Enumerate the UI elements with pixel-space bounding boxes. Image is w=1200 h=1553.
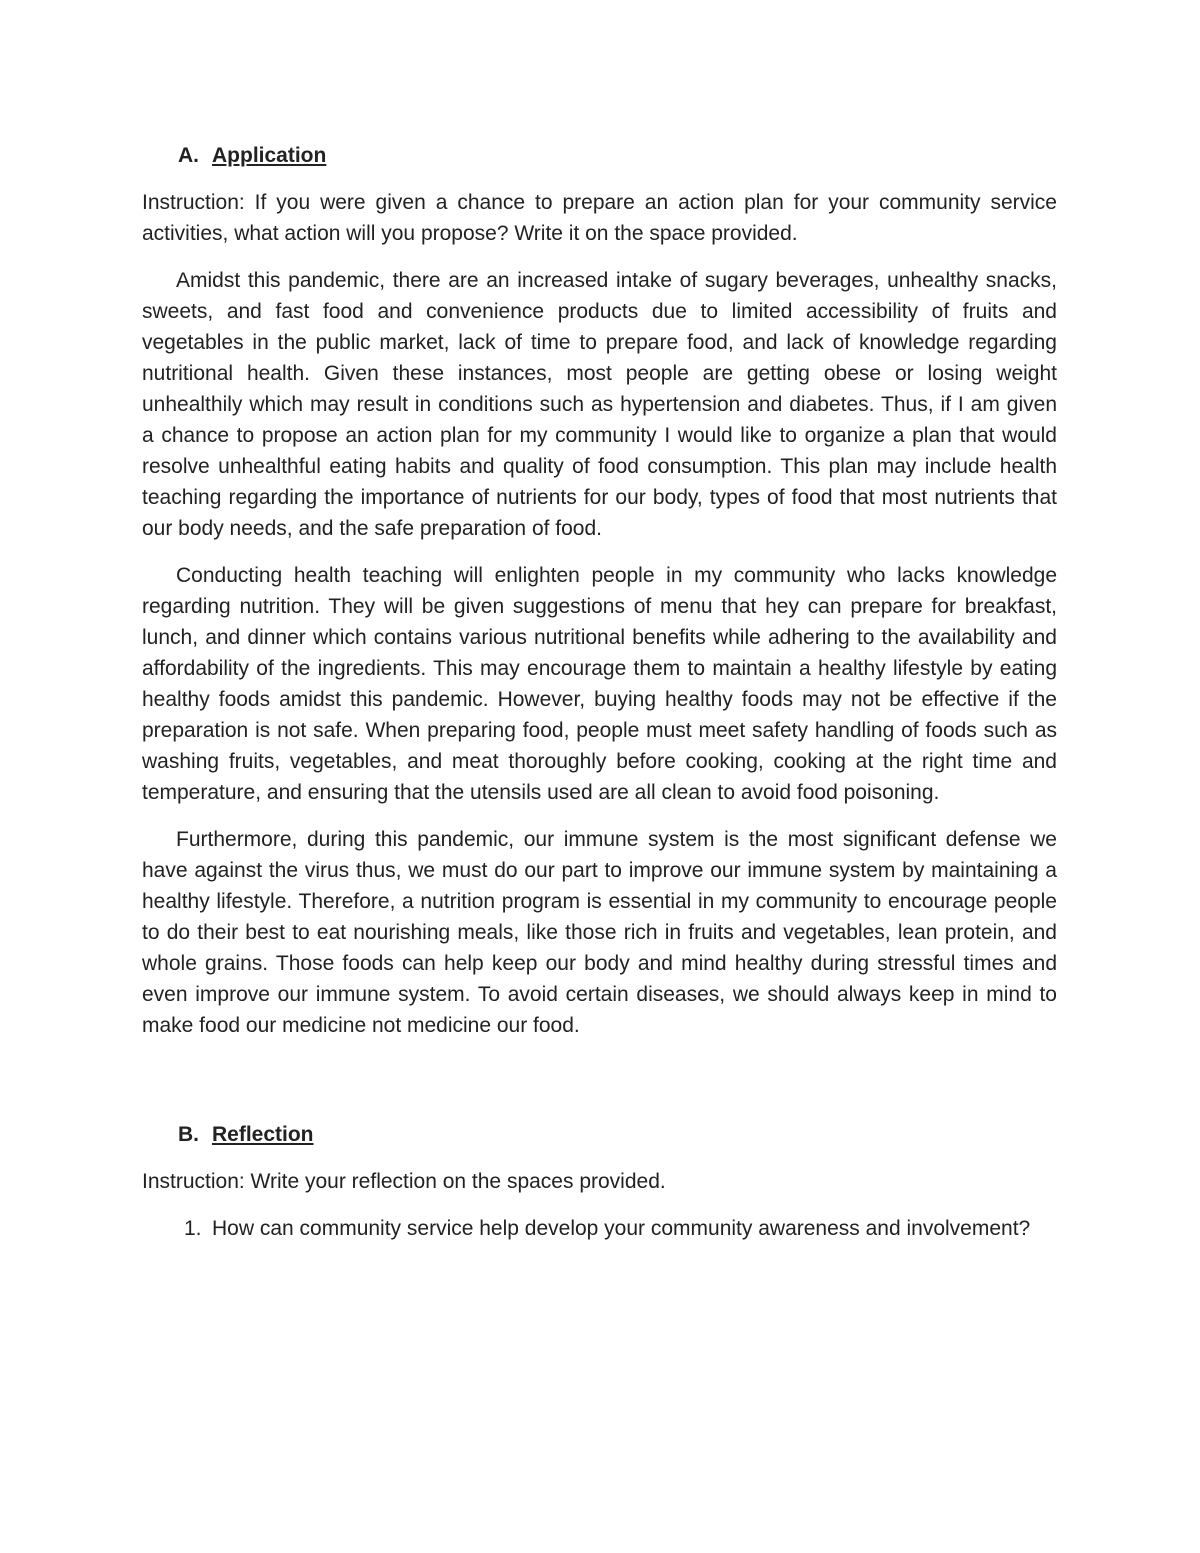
reflection-question: [142, 1213, 1057, 1244]
section-a-heading: [142, 140, 1057, 171]
document-page: [142, 140, 1057, 1244]
section-a-instruction: Instruction: If you were given a chance to prepare an action plan for your community service activities, what action will you propose? Write it on the space provided.: [142, 191, 1057, 245]
section-a-paragraph-1: Amidst this pandemic, there are an increased intake of sugary beverages, unhealthy snacks, sweets, and fast food and convenience products due to limited accessibility of fruits and vegetables in the public market, lack of time to prepare food, and lack of knowledge regarding nutritional health. Given these instances, most people are getting obese or losing weight unhealthily which may result in conditions such as hypertension and diabetes. Thus, if I am given a chance to propose an action plan for my community I would like to organize a plan that would resolve unhealthful eating habits and quality of food consumption. This plan may include health teaching regarding the importance of nutrients for our body, types of food that most nutrients that our body needs, and the safe preparation of food.: [142, 269, 1057, 540]
section-a-title: Application: [212, 144, 327, 167]
section-a-paragraph-2: Conducting health teaching will enlighten people in my community who lacks knowledge regarding nutrition. They will be given suggestions of menu that hey can prepare for breakfast, lunch, and dinner which contains various nutritional benefits while adhering to the availability and affordability of the ingredients. This may encourage them to maintain a healthy lifestyle by eating healthy foods amidst this pandemic. However, buying healthy foods may not be effective if the preparation is not safe. When preparing food, people must meet safety handling of foods such as washing fruits, vegetables, and meat thoroughly before cooking, cooking at the right time and temperature, and ensuring that the utensils used are all clean to avoid food poisoning.: [142, 564, 1057, 804]
section-a-paragraph-3: Furthermore, during this pandemic, our immune system is the most significant defense we have against the virus thus, we must do our part to improve our immune system by maintaining a healthy lifestyle. Therefore, a nutrition program is essential in my community to encourage people to do their best to eat nourishing meals, like those rich in fruits and vegetables, lean protein, and whole grains. Those foods can help keep our body and mind healthy during stressful times and even improve our immune system. To avoid certain diseases, we should always keep in mind to make food our medicine not medicine our food.: [142, 828, 1057, 1037]
section-b-heading: [142, 1119, 1057, 1150]
section-b-letter: B.: [178, 1123, 199, 1146]
section-a-letter: A.: [178, 144, 199, 167]
reflection-question-text: How can community service help develop your community awareness and involvement?: [212, 1217, 1031, 1240]
reflection-question-number: 1.: [184, 1217, 202, 1240]
reflection-question-list: [142, 1213, 1057, 1244]
section-b-title: Reflection: [212, 1123, 314, 1146]
section-b-instruction: Instruction: Write your reflection on the spaces provided.: [142, 1170, 666, 1193]
section-spacer: [142, 1057, 1057, 1119]
